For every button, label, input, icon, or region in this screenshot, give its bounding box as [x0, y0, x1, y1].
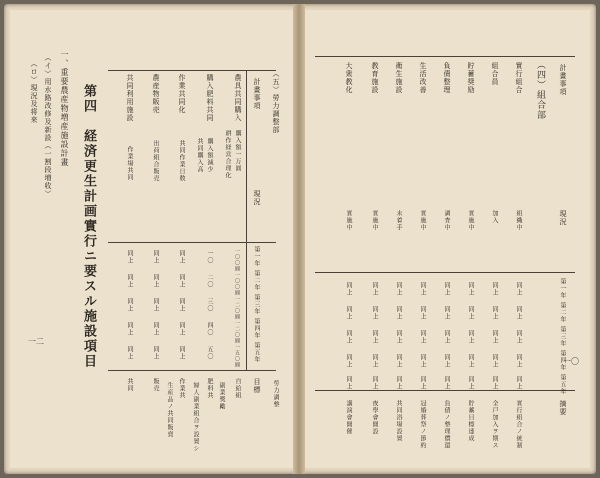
r-row-1-status: 組織中 [515, 210, 522, 231]
r-row-6-note: 共同浴場設置 [395, 400, 402, 442]
r-row-5-note: 冠婚葬祭ノ節約 [419, 400, 426, 449]
row-4-y4: 同上 [152, 322, 159, 336]
r-row-3-name: 貯蓄奨励 [467, 62, 475, 94]
chapter-title: 第四 経済更生計画實行ニ要スル施設項目 [81, 84, 96, 369]
r-row-8-name: 大衆教化 [345, 62, 353, 94]
row-2-y4: 四〇 [206, 322, 213, 336]
r-row-5-y3: 同上 [419, 330, 426, 344]
row-1-name: 農具共同購入 [234, 74, 242, 122]
row-1-desc-1: 購入額一万圓 [234, 130, 241, 172]
row-3-name: 作業共同化 [178, 74, 186, 114]
right-header-year-3: 第三年 [559, 326, 566, 347]
left-header-label: 計畫事項 [253, 78, 261, 110]
r-row-2-y4: 同上 [491, 354, 498, 368]
left-table-bottom-rule [108, 370, 276, 371]
r-row-2-y3: 同上 [491, 330, 498, 344]
r-row-8-y3: 同上 [345, 330, 352, 344]
row-2-desc-1: 購入額減少 [206, 138, 213, 173]
row-5-target: 共同 [126, 378, 133, 392]
r-row-1-name: 實行組合 [515, 62, 523, 94]
left-header-year-2: 第二年 [253, 270, 260, 291]
r-row-8-y2: 同上 [345, 306, 352, 320]
r-row-2-name: 組合員 [491, 62, 499, 86]
r-row-2-y1: 同上 [491, 282, 498, 296]
r-row-8-note: 講演會開催 [345, 400, 352, 435]
left-header-target: 目標 [253, 378, 261, 394]
r-row-3-status: 實施中 [467, 210, 474, 231]
row-3-desc-1: 共同作業日数 [178, 140, 185, 182]
row-1-y2: 一〇〇圓 [234, 272, 240, 296]
r-row-2-status: 加入 [491, 210, 498, 224]
r-row-1-y2: 同上 [515, 306, 522, 320]
left-note-3: 婦人副業組合ヲ設置シ [192, 382, 199, 452]
row-2-y1: 一〇 [206, 250, 213, 264]
r-row-7-name: 教育施設 [371, 62, 379, 94]
r-row-8-y1: 同上 [345, 282, 352, 296]
row-3-y1: 同上 [178, 250, 185, 264]
left-note-4: 生産品ノ共同販賣 [166, 382, 173, 438]
row-2-name: 購入肥料共同 [206, 74, 214, 122]
left-table-top-rule [108, 70, 276, 71]
row-4-y2: 同上 [152, 274, 159, 288]
r-row-7-y4: 同上 [371, 354, 378, 368]
r-row-7-status: 實施中 [371, 210, 378, 231]
r-row-6-y2: 同上 [395, 306, 402, 320]
right-header-year-5: 第五年 [559, 374, 566, 395]
row-5-y5: 同上 [126, 346, 133, 360]
r-row-3-y5: 同上 [467, 376, 474, 390]
r-row-6-status: 未着手 [395, 210, 402, 231]
r-row-7-note: 夜學會開設 [371, 400, 378, 435]
row-5-y4: 同上 [126, 322, 133, 336]
row-5-y2: 同上 [126, 274, 133, 288]
left-header-year-4: 第四年 [253, 318, 260, 339]
row-1-y5: 一五〇圓 [234, 344, 240, 368]
left-header-divider [246, 70, 247, 370]
row-3-y5: 同上 [178, 346, 185, 360]
r-row-1-y5: 同上 [515, 376, 522, 390]
r-row-1-y1: 同上 [515, 282, 522, 296]
r-row-7-y3: 同上 [371, 330, 378, 344]
r-row-4-y1: 同上 [443, 282, 450, 296]
r-row-5-y1: 同上 [419, 282, 426, 296]
right-table-bottom-rule [315, 390, 575, 391]
r-row-1-y3: 同上 [515, 330, 522, 344]
r-row-3-note: 貯蓄目標達成 [467, 400, 474, 442]
book-spread [4, 4, 596, 474]
right-header-label: 計畫事項 [559, 64, 567, 96]
item-3: （ロ）現況及将来 [30, 60, 38, 124]
row-2-y5: 五〇 [206, 346, 213, 360]
right-table-top-rule [315, 56, 575, 57]
left-table-mid-rule [108, 242, 276, 243]
row-5-y3: 同上 [126, 298, 133, 312]
left-note-2: 副業獎勵 [218, 382, 225, 410]
r-row-4-y2: 同上 [443, 306, 450, 320]
left-page-number: 一二 [28, 337, 44, 346]
row-3-target: 作業共 [178, 378, 185, 399]
row-4-name: 農産物販売 [152, 74, 160, 114]
r-row-8-status: 實施中 [345, 210, 352, 231]
row-1-y3: 一二〇圓 [234, 296, 240, 320]
right-page [305, 10, 590, 468]
item-1: 一、重要農産物増産施設計畫 [60, 50, 69, 167]
row-1-y4: 一二〇圓 [234, 320, 240, 344]
r-row-7-y2: 同上 [371, 306, 378, 320]
r-row-3-y1: 同上 [467, 282, 474, 296]
left-note-1: 勞力調整 [272, 380, 279, 408]
left-header-year-5: 第五年 [253, 342, 260, 363]
item-2: （イ）用水路改修及新設（一割段増收） [44, 54, 52, 198]
r-row-8-y4: 同上 [345, 354, 352, 368]
r-row-5-y4: 同上 [419, 354, 426, 368]
row-2-desc-2: 共同購入高 [196, 138, 203, 173]
left-section-label: （五）勞力調整部 [272, 70, 280, 134]
row-4-target: 販売 [152, 378, 159, 392]
row-4-desc-1: 出荷組合販売 [152, 140, 159, 182]
r-row-2-y5: 同上 [491, 376, 498, 390]
r-row-5-y5: 同上 [419, 376, 426, 390]
r-row-2-note: 全戸加入ヲ期ス [491, 400, 498, 449]
r-row-1-y4: 同上 [515, 354, 522, 368]
r-row-4-note: 負債ノ整理償還 [443, 400, 450, 449]
r-row-4-y4: 同上 [443, 354, 450, 368]
r-row-3-y2: 同上 [467, 306, 474, 320]
row-2-y3: 三〇 [206, 298, 213, 312]
r-row-6-y1: 同上 [395, 282, 402, 296]
r-row-8-y5: 同上 [345, 376, 352, 390]
r-row-6-name: 衛生施設 [395, 62, 403, 94]
row-1-target: 自給組 [234, 378, 241, 399]
r-row-3-y3: 同上 [467, 330, 474, 344]
row-5-y1: 同上 [126, 250, 133, 264]
row-1-desc-2: 耕作経営合理化 [224, 130, 231, 179]
row-2-target: 肥料共 [206, 378, 213, 399]
r-row-7-y5: 同上 [371, 376, 378, 390]
r-row-5-status: 實施中 [419, 210, 426, 231]
row-4-y3: 同上 [152, 298, 159, 312]
right-header-target: 摘要 [559, 400, 567, 416]
r-row-4-y3: 同上 [443, 330, 450, 344]
row-5-name: 共同利用施設 [126, 74, 134, 122]
r-row-1-note: 實行組合ノ統制 [515, 400, 522, 449]
row-4-y1: 同上 [152, 250, 159, 264]
right-section-label: （四）組合部 [535, 60, 545, 120]
row-5-desc-1: 作業場共同 [126, 146, 133, 181]
right-header-status: 現況 [559, 210, 567, 226]
r-row-4-name: 負債整理 [443, 62, 451, 94]
right-header-year-2: 第二年 [559, 302, 566, 323]
row-3-y3: 同上 [178, 298, 185, 312]
book-gutter [293, 4, 305, 474]
left-page [10, 10, 293, 468]
right-page-number: 一〇 [563, 357, 579, 366]
left-header-status: 現況 [253, 190, 261, 206]
r-row-5-name: 生活改善 [419, 62, 427, 94]
right-header-year-4: 第四年 [559, 350, 566, 371]
row-3-y4: 同上 [178, 322, 185, 336]
r-row-3-y4: 同上 [467, 354, 474, 368]
row-4-y5: 同上 [152, 346, 159, 360]
right-header-year-1: 第一年 [559, 278, 566, 299]
left-header-year-1: 第一年 [253, 246, 260, 267]
r-row-2-y2: 同上 [491, 306, 498, 320]
row-2-y2: 二〇 [206, 274, 213, 288]
r-row-6-y4: 同上 [395, 354, 402, 368]
r-row-5-y2: 同上 [419, 306, 426, 320]
row-1-y1: 一〇〇圓 [234, 248, 240, 272]
r-row-6-y5: 同上 [395, 376, 402, 390]
right-table-mid-rule [315, 272, 575, 273]
r-row-4-status: 調査中 [443, 210, 450, 231]
row-3-y2: 同上 [178, 274, 185, 288]
r-row-7-y1: 同上 [371, 282, 378, 296]
r-row-4-y5: 同上 [443, 376, 450, 390]
r-row-6-y3: 同上 [395, 330, 402, 344]
left-header-year-3: 第三年 [253, 294, 260, 315]
